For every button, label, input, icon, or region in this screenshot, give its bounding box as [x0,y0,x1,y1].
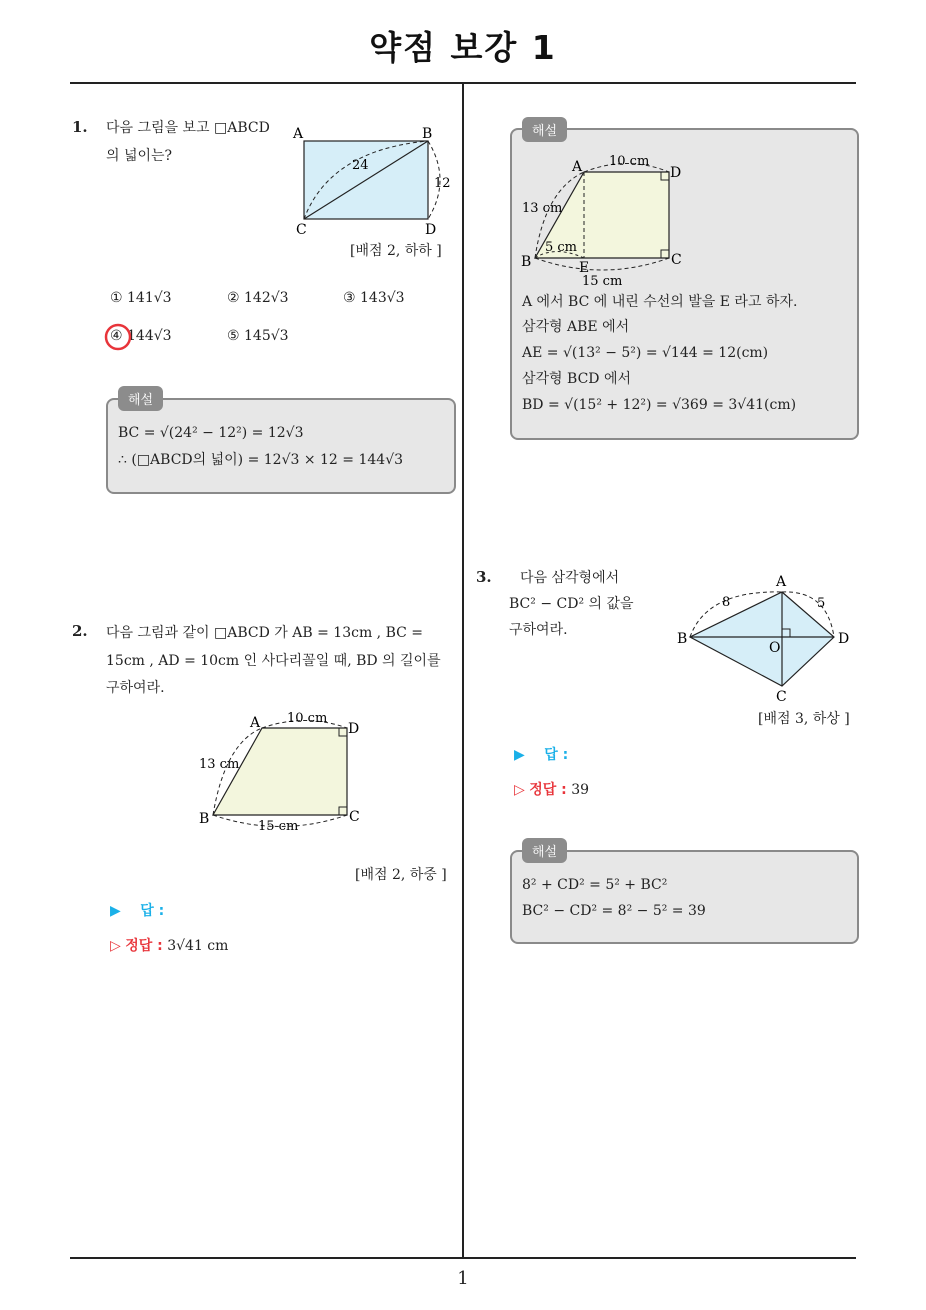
q2-label-b: B [199,811,210,827]
q3-label-ab: 8 [722,595,731,610]
q2-label-d: D [348,721,360,737]
q1-solution-box [106,398,456,494]
q2s-bottom-arc [535,258,669,270]
q2-answer-row [110,900,164,920]
q1-correct-circle [103,322,133,352]
q3-solution-line1: 8² + CD² = 5² + BC² [522,877,668,893]
page-number: 1 [457,1268,469,1289]
q3-score: [배점 3, 하상 ] [758,711,850,727]
q3-correct-marker-icon: ▷ [514,782,525,798]
q2-correct-label: 정답 : [125,938,163,954]
page-title: 약점 보강 1 [369,28,557,67]
q2-label-top: 10 cm [287,711,328,726]
q3-text-line2: BC² − CD² 의 값을 [509,596,634,612]
q1-text-line1: 다음 그림을 보고 □ABCD [106,120,270,136]
q1-choice-4[interactable]: ④ 144√3 [110,328,172,344]
q2-label-c: C [349,809,360,825]
q2s-label-be: 5 cm [545,240,578,255]
q1-score: [배점 2, 하하 ] [350,243,442,259]
q2-label-bottom: 15 cm [258,819,299,834]
q1-choice-1[interactable]: ① 141√3 [110,290,172,306]
q2-text-line2: 15cm , AD = 10cm 인 사다리꼴일 때, BD 의 길이를 [106,653,441,669]
q3-text-line1: 다음 삼각형에서 [520,570,620,586]
q3-correct-row [514,779,589,799]
q2s-label-d: D [670,165,682,181]
q3-solution-tag: 해설 [522,838,567,863]
q1-figure [290,120,460,240]
q2s-label-e: E [579,260,590,276]
q2-solution-figure [515,150,695,290]
q2-label-left: 13 cm [199,757,240,772]
q3-figure [672,570,862,706]
q1-solution-line1: BC = √(24² − 12²) = 12√3 [118,425,304,441]
q2-correct-row [110,935,228,955]
q1-label-b: B [422,126,433,142]
q1-choice-5[interactable]: ⑤ 145√3 [227,328,289,344]
q3-label-b: B [677,631,688,647]
q2-answer-label: 답 : [140,903,165,919]
q2-solution-line2: 삼각형 ABE 에서 [522,319,630,335]
q3-answer-marker-icon: ▶ [514,747,525,763]
bottom-divider [70,1257,856,1259]
q3-answer-row [514,744,568,764]
q2s-label-bottom: 15 cm [582,274,623,289]
q2-text-line3: 구하여라. [106,680,165,696]
q2-correct-marker-icon: ▷ [110,938,121,954]
q1-number: 1. [72,118,88,136]
q3-label-ad: 5 [817,596,826,611]
q2-solution-line4: 삼각형 BCD 에서 [522,371,632,387]
q1-choice-3[interactable]: ③ 143√3 [343,290,405,306]
q3-answer-label: 답 : [544,747,569,763]
q2s-label-c: C [671,252,682,268]
q1-label-d: D [425,222,437,238]
q2-text-line1: 다음 그림과 같이 □ABCD 가 AB = 13cm , BC = [106,625,424,641]
q2-score: [배점 2, 하중 ] [355,867,447,883]
q1-solution-line2: ∴ (□ABCD의 넓이) = 12√3 × 12 = 144√3 [118,452,404,468]
q2-label-a: A [250,715,261,731]
q3-number: 3. [476,568,492,586]
q2-correct-value: 3√41 cm [167,938,229,954]
q2-solution-line3: AE = √(13² − 5²) = √144 = 12(cm) [522,345,769,361]
q1-text-line2: 의 넓이는? [106,148,173,164]
column-divider [462,83,464,1258]
q3-solution-line2: BC² − CD² = 8² − 5² = 39 [522,903,706,919]
q1-solution-tag: 해설 [118,386,163,411]
q2s-label-b: B [521,254,532,270]
q3-quadrilateral [690,592,834,686]
q1-label-side: 12 [434,176,451,191]
q3-label-a: A [776,574,787,590]
q2s-label-top: 10 cm [609,154,650,169]
q1-label-a: A [293,126,304,142]
q3-label-c: C [776,689,787,705]
q3-correct-label: 정답 : [529,782,567,798]
q3-correct-value: 39 [571,782,590,798]
q2-solution-tag: 해설 [522,117,567,142]
q3-label-d: D [838,631,850,647]
q2-number: 2. [72,622,88,640]
q3-text-line3: 구하여라. [509,622,568,638]
q2-solution-line1: A 에서 BC 에 내린 수선의 발을 E 라고 하자. [522,294,798,310]
q3-label-o: O [769,640,781,656]
q1-choice-2[interactable]: ② 142√3 [227,290,289,306]
q2-figure [195,708,375,838]
q2-answer-marker-icon: ▶ [110,903,121,919]
q2s-label-left: 13 cm [522,201,563,216]
q2-solution-line5: BD = √(15² + 12²) = √369 = 3√41(cm) [522,397,797,413]
q1-label-diag: 24 [352,158,369,173]
q2s-label-a: A [572,159,583,175]
q1-label-c: C [296,222,307,238]
